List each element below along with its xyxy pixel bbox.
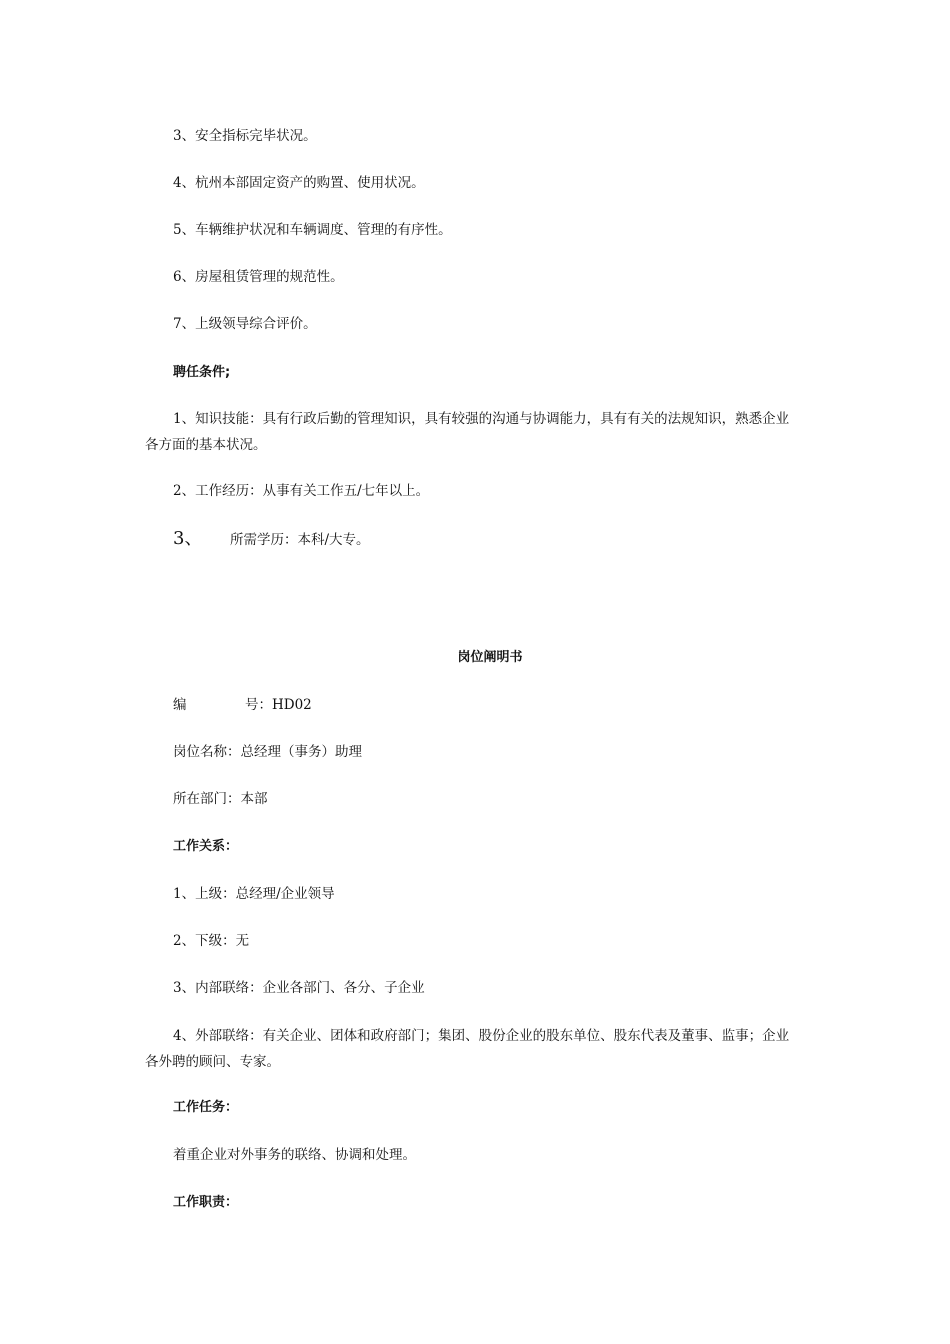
code-line <box>173 693 312 717</box>
department: 所在部门：本部 <box>173 791 268 807</box>
task-text: 着重企业对外事务的联络、协调和处理。 <box>173 1147 416 1163</box>
list-item: 7、上级领导综合评价。 <box>173 316 317 332</box>
list-item: 2、下级：无 <box>173 933 250 949</box>
position-name: 岗位名称：总经理（事务）助理 <box>173 744 362 760</box>
duties-heading: 工作职责： <box>173 1195 239 1210</box>
code-value: 号：HD02 <box>245 697 312 713</box>
list-item: 3、内部联络：企业各部门、各分、子企业 <box>173 980 425 996</box>
code-label: 编 <box>173 697 187 713</box>
list-item: 1、上级：总经理/企业领导 <box>173 886 335 902</box>
relations-heading: 工作关系： <box>173 839 239 854</box>
tasks-heading: 工作任务： <box>173 1100 239 1115</box>
external-relations: 4、外部联络：有关企业、团体和政府部门；集团、股份企业的股东单位、股东代表及董事、监事；企业各外聘的顾问、专家。 <box>145 1028 790 1070</box>
list-item: 5、车辆维护状况和车辆调度、管理的有序性。 <box>173 222 452 238</box>
condition-education-number: 3、 <box>173 528 203 549</box>
condition-knowledge: 1、知识技能：具有行政后勤的管理知识，具有较强的沟通与协调能力，具有有关的法规知识，熟悉企业各方面的基本状况。 <box>145 411 790 453</box>
conditions-heading: 聘任条件; <box>173 365 231 380</box>
list-item: 3、安全指标完毕状况。 <box>173 128 317 144</box>
list-item: 6、房屋租赁管理的规范性。 <box>173 269 344 285</box>
condition-education <box>173 527 370 552</box>
document-title: 岗位阐明书 <box>457 650 523 665</box>
condition-experience: 2、工作经历：从事有关工作五/七年以上。 <box>173 483 430 499</box>
condition-education-text: 所需学历：本科/大专。 <box>230 532 370 548</box>
list-item: 4、杭州本部固定资产的购置、使用状况。 <box>173 175 425 191</box>
